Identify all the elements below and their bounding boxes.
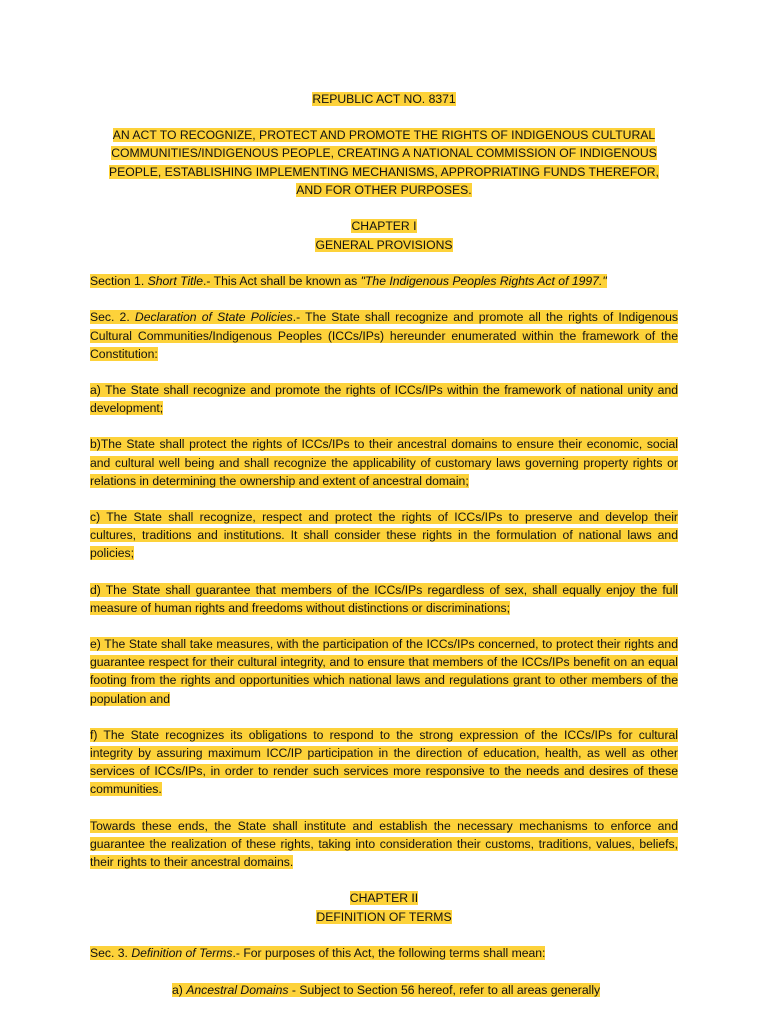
policy-c <box>90 508 678 563</box>
definition-a-label: a) <box>172 982 183 997</box>
section-1-quoted: "The Indigenous Peoples Rights Act of 1997." <box>360 274 607 289</box>
policy-d-text: d) The State shall guarantee that members of the ICCs/IPs regardless of sex, shall equally enjoy the full measure of human rights and freedoms without distinctions or discriminations; <box>90 582 678 615</box>
long-title-block <box>90 126 678 199</box>
act-number: REPUBLIC ACT NO. 8371 <box>312 92 456 106</box>
closing-paragraph-text: Towards these ends, the State shall institute and establish the necessary mechanisms to enforce and guarantee the realization of these rights, taking into consideration their customs, traditions, values, beliefs, their rights to their ancestral domains. <box>90 818 678 870</box>
section-1-heading: Short Title <box>147 274 204 289</box>
section-1 <box>90 272 678 290</box>
section-1-label: Section 1. <box>90 274 145 289</box>
section-2-label: Sec. 2. <box>90 310 130 325</box>
policy-b <box>90 435 678 490</box>
policy-e <box>90 635 678 708</box>
chapter-2-heading <box>90 889 678 926</box>
section-2-heading: Declaration of State Policies <box>134 310 293 325</box>
policy-d <box>90 581 678 617</box>
policy-e-text: e) The State shall take measures, with the participation of the ICCs/IPs concerned, to protect their rights and guarantee respect for their cultural integrity, and to ensure that members of the ICCs/IPs benefit on an equal footing from the rights and opportunities which national laws and regulations grant to other members of the population and <box>90 637 678 706</box>
chapter-1-number: CHAPTER I <box>351 219 417 234</box>
section-1-text: This Act shall be known as <box>213 274 361 289</box>
definition-a-text: - Subject to Section 56 hereof, refer to all areas generally <box>288 982 601 997</box>
policy-c-text: c) The State shall recognize, respect and protect the rights of ICCs/IPs to preserve and develop their cultures, traditions and institutions. It shall consider these rights in the formulation of national laws and policies; <box>90 510 678 561</box>
document-content <box>90 90 678 999</box>
definition-a <box>172 981 678 999</box>
closing-paragraph <box>90 817 678 872</box>
section-3-heading: Definition of Terms <box>131 946 233 961</box>
act-number-line <box>90 90 678 108</box>
definition-a-heading: Ancestral Domains <box>186 982 289 997</box>
section-2-separator: .- <box>292 310 306 325</box>
policy-f-text: f) The State recognizes its obligations to respond to the strong expression of the ICCs/IPs for cultural integrity by assuring maximum ICC/IP participation in the direction of education, health, as well as other services of ICCs/IPs, in order to render such services more responsive to the needs and desires of these communities. <box>90 727 678 797</box>
chapter-1-title: GENERAL PROVISIONS <box>315 237 453 252</box>
section-3-separator: .- <box>232 946 244 961</box>
section-2 <box>90 308 678 363</box>
policy-b-text: b)The State shall protect the rights of ICCs/IPs to their ancestral domains to ensure their economic, social and cultural well being and shall recognize the applicability of customary laws governing property rights or relations in determining the ownership and extent of ancestral domain; <box>90 437 678 488</box>
chapter-2-title: DEFINITION OF TERMS <box>316 909 452 924</box>
chapter-2-number: CHAPTER II <box>349 891 419 906</box>
section-3-text: For purposes of this Act, the following terms shall mean: <box>243 946 546 961</box>
policy-f <box>90 726 678 799</box>
section-3 <box>90 944 678 962</box>
section-2-text: The State shall recognize and promote all the rights of Indigenous Cultural Communities/Indigenous Peoples (ICCs/IPs) hereunder enumerated within the framework of the Constitution: <box>90 310 679 361</box>
long-title: AN ACT TO RECOGNIZE, PROTECT AND PROMOTE THE RIGHTS OF INDIGENOUS CULTURAL COMMUNITIES/INDIGENOUS PEOPLE, CREATING A NATIONAL COMMISSION OF INDIGENOUS PEOPLE, ESTABLISHING IMPLEMENTING MECHANISMS, APPROPRIATING FUNDS THEREFOR, AND FOR OTHER PURPOSES. <box>109 128 659 197</box>
policy-a <box>90 381 678 417</box>
section-1-separator: .- <box>203 274 214 289</box>
section-3-label: Sec. 3. <box>90 946 128 961</box>
chapter-1-heading <box>90 217 678 254</box>
policy-a-text: a) The State shall recognize and promote the rights of ICCs/IPs within the framework of national unity and development; <box>90 383 678 416</box>
